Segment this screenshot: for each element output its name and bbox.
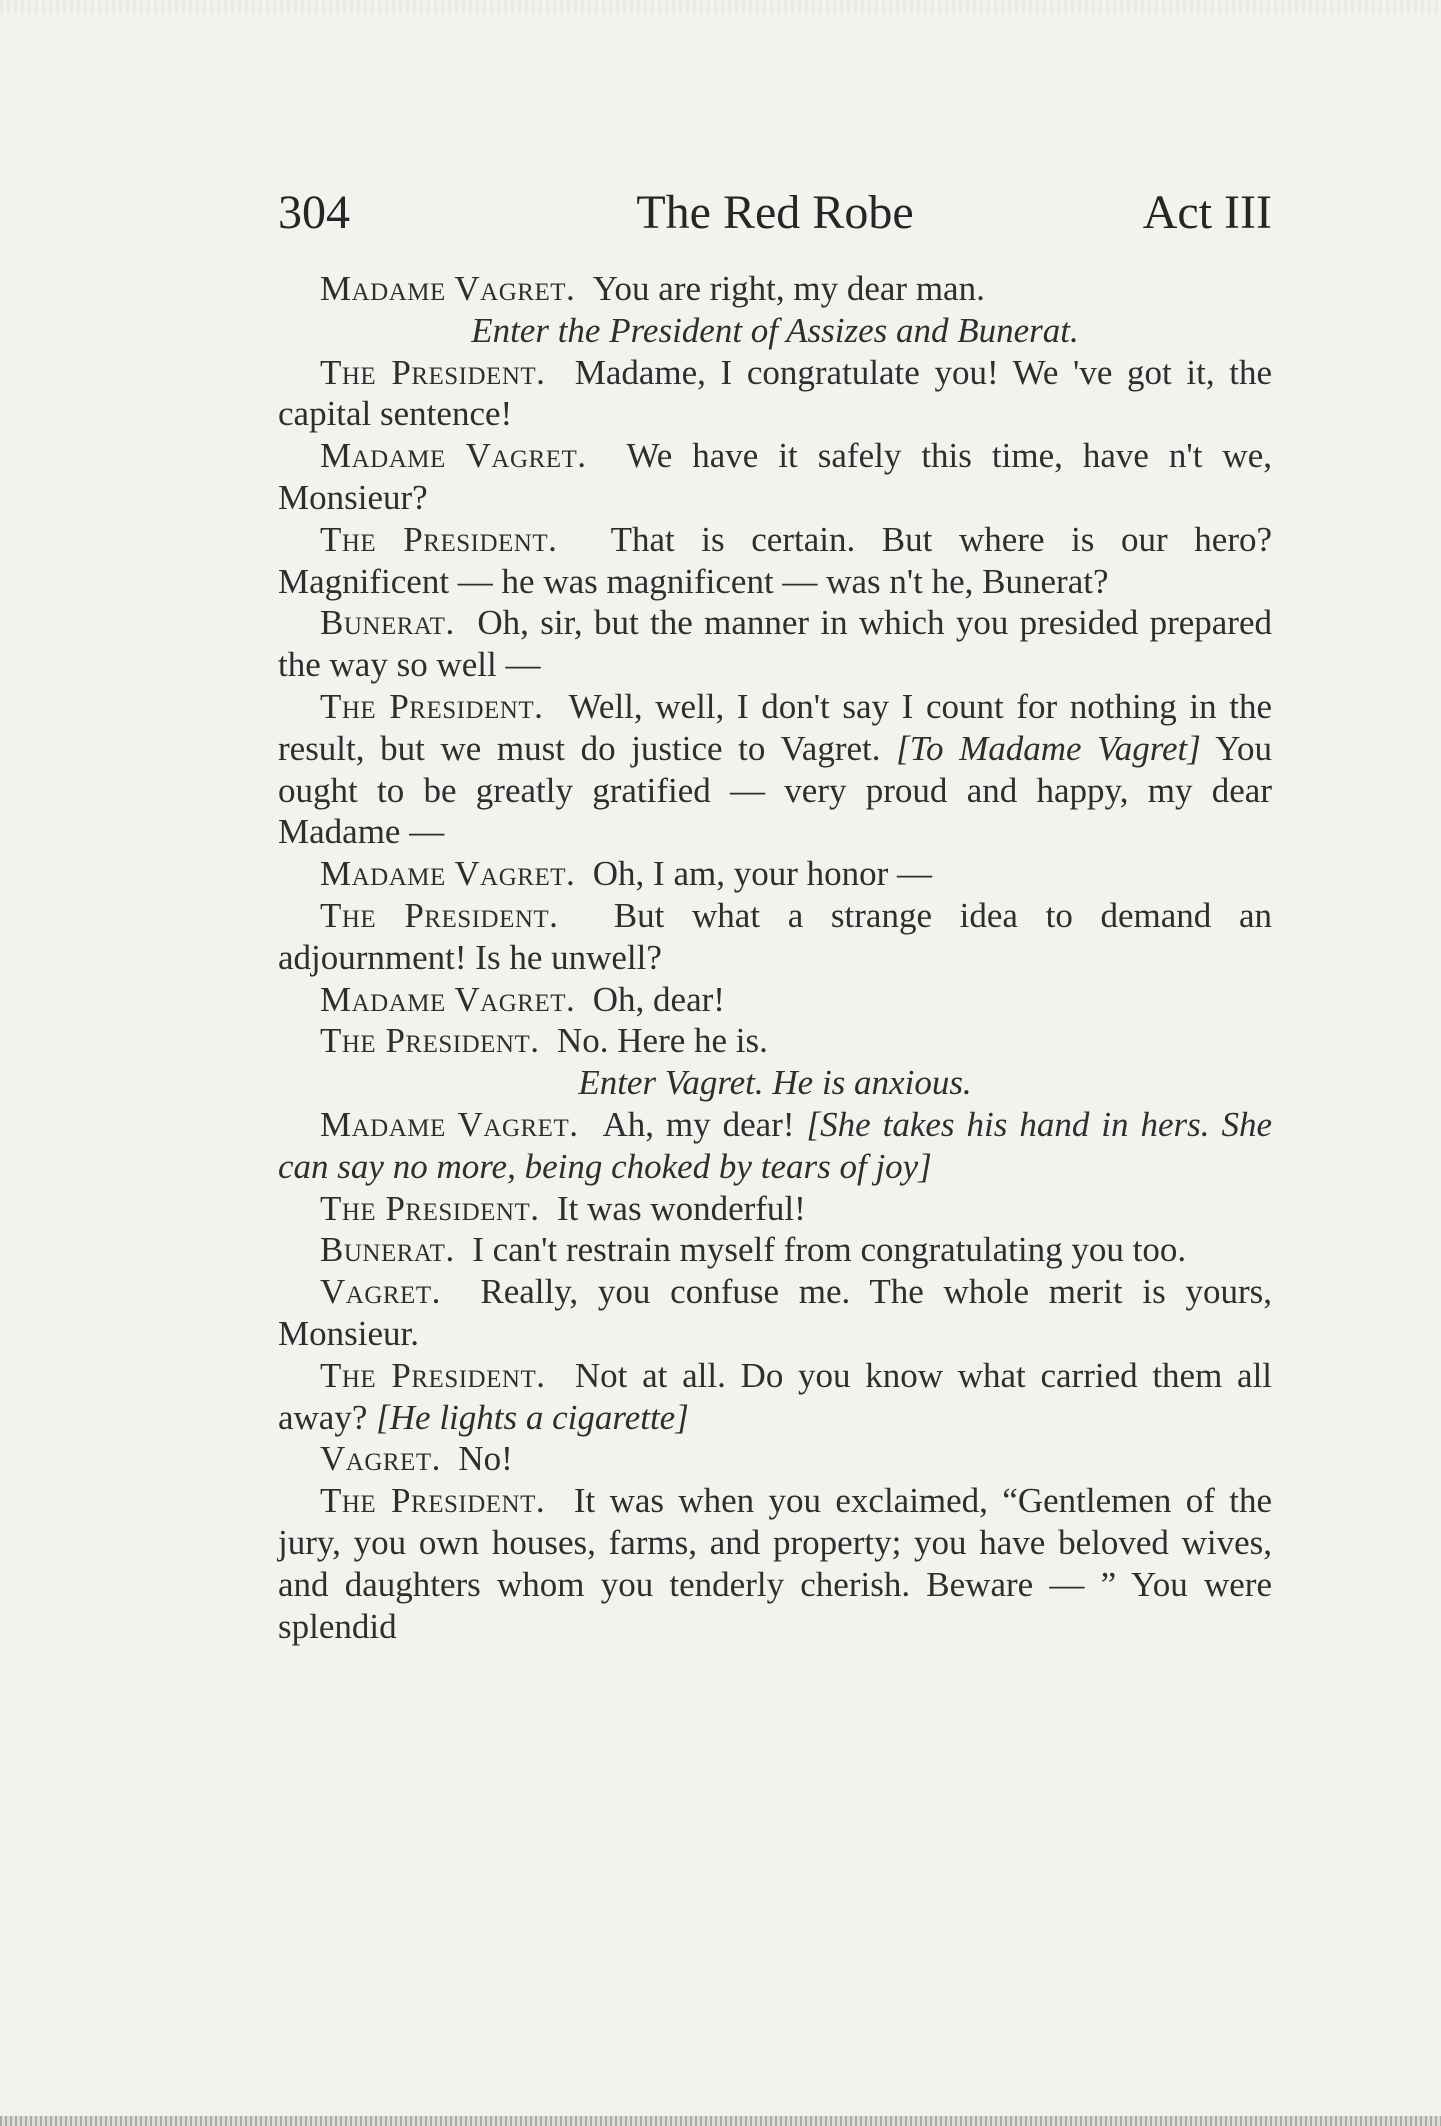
speech-text: Oh, sir, but the manner in which you presided prepared the way so well — bbox=[278, 603, 1272, 685]
speech bbox=[278, 1020, 1272, 1062]
speech bbox=[278, 1480, 1272, 1647]
inline-direction: [She takes his hand in hers. She can say no more, being choked by tears of joy] bbox=[278, 1104, 1273, 1186]
speaker: The President. bbox=[320, 686, 544, 726]
speech bbox=[278, 1104, 1272, 1188]
speech-text: Oh, dear! bbox=[592, 979, 725, 1019]
speech-text: Oh, I am, your honor — bbox=[592, 854, 933, 894]
speech bbox=[278, 1438, 1272, 1480]
speaker: The President. bbox=[320, 352, 546, 392]
speech-text: We have it safely this time, have n't we, Monsieur? bbox=[278, 436, 1272, 517]
speaker: Vagret. bbox=[320, 1272, 441, 1312]
speech bbox=[278, 979, 1272, 1021]
speech-text: It was wonderful! bbox=[557, 1188, 806, 1228]
speaker: Bunerat. bbox=[320, 1230, 455, 1270]
speech-text: You are right, my dear man. bbox=[592, 269, 985, 308]
speaker: Madame Vagret. bbox=[320, 269, 576, 308]
inline-direction: [He lights a cigarette] bbox=[376, 1397, 689, 1437]
speech-text: Ah, my dear! bbox=[602, 1104, 795, 1144]
running-title: The Red Robe bbox=[636, 186, 914, 239]
stage-direction: Enter the President of Assizes and Bunerat. bbox=[471, 310, 1079, 350]
speaker: The President. bbox=[320, 1188, 540, 1228]
inline-direction: [To Madame Vagret] bbox=[896, 728, 1201, 768]
page-bottom-edge bbox=[0, 2116, 1441, 2126]
speech bbox=[278, 435, 1272, 519]
act-label: Act III bbox=[1142, 186, 1272, 239]
speech-text: Really, you confuse me. The whole merit is yours, Monsieur. bbox=[278, 1272, 1272, 1353]
speaker: Madame Vagret. bbox=[320, 436, 587, 476]
speech-text: I can't restrain myself from congratulating you too. bbox=[472, 1230, 1187, 1270]
speech-text: Madame, I congratulate you! We 've got it, the capital sentence! bbox=[278, 352, 1273, 434]
speech bbox=[278, 1355, 1272, 1439]
speaker: Madame Vagret. bbox=[320, 979, 576, 1019]
speech-text: Not at all. Do you know what carried them all away? bbox=[278, 1355, 1273, 1437]
speech bbox=[278, 268, 1272, 310]
speaker: Madame Vagret. bbox=[320, 854, 576, 894]
speech-text: It was when you exclaimed, “Gentlemen of the jury, you own houses, farms, and property; you have beloved wives, and daughters whom you tenderly cherish. Beware — ” You were splendid bbox=[278, 1481, 1273, 1646]
speaker: The President. bbox=[320, 519, 558, 559]
speech bbox=[278, 686, 1272, 853]
speaker: The President. bbox=[320, 1481, 546, 1521]
page-top-edge bbox=[0, 0, 1441, 14]
speech bbox=[278, 1188, 1272, 1230]
speaker: The President. bbox=[320, 1021, 540, 1061]
speech-text: But what a strange idea to demand an adjournment! Is he unwell? bbox=[278, 895, 1273, 977]
speech bbox=[278, 1229, 1272, 1271]
speaker: Bunerat. bbox=[320, 603, 455, 643]
speech-text: That is certain. But where is our hero? Magnificent — he was magnificent — was n't he, Bunerat? bbox=[278, 519, 1273, 601]
speech bbox=[278, 853, 1272, 895]
speaker: The President. bbox=[320, 895, 559, 935]
speaker: Vagret. bbox=[320, 1439, 441, 1479]
speech-text: You ought to be greatly gratified — very proud and happy, my dear Madame — bbox=[278, 728, 1273, 852]
speech bbox=[278, 352, 1272, 436]
stage-direction: Enter Vagret. He is anxious. bbox=[578, 1063, 972, 1103]
running-header bbox=[278, 185, 1272, 245]
page-number: 304 bbox=[278, 186, 350, 239]
speech bbox=[278, 519, 1272, 603]
speech-text: No! bbox=[458, 1439, 513, 1479]
play-text bbox=[278, 268, 1272, 1647]
speaker: Madame Vagret. bbox=[320, 1104, 579, 1144]
speaker: The President. bbox=[320, 1355, 546, 1395]
speech bbox=[278, 895, 1272, 979]
speech bbox=[278, 602, 1272, 686]
speech-text: No. Here he is. bbox=[557, 1021, 768, 1061]
speech bbox=[278, 1271, 1272, 1355]
speech-text: Well, well, I don't say I count for nothing in the result, but we must do justice to Vagret. bbox=[278, 686, 1273, 768]
